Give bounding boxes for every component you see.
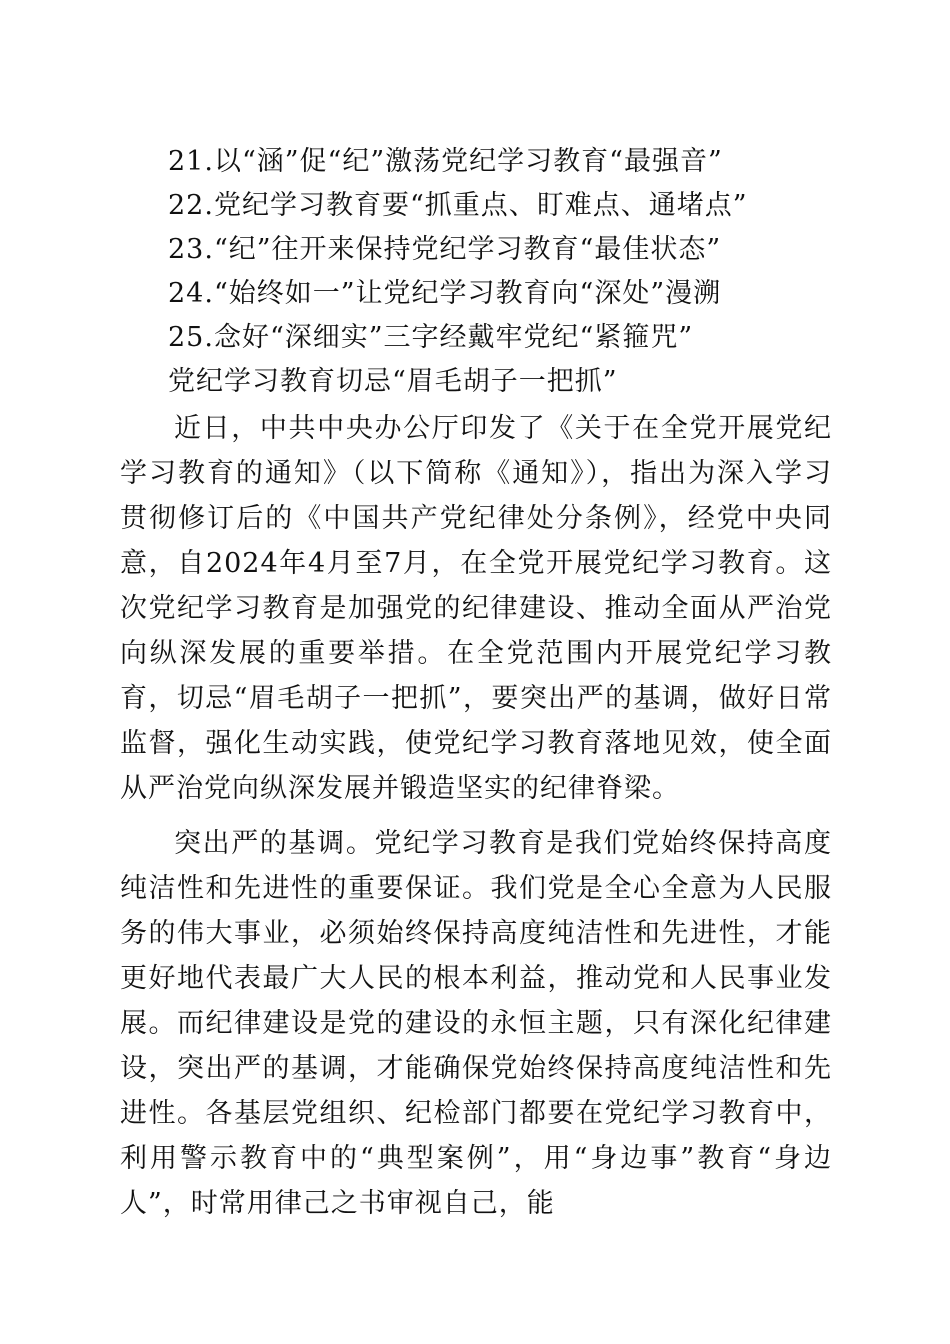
- article-title: 党纪学习教育切忌“眉毛胡子一把抓”: [168, 366, 618, 397]
- heading-21: 21.以“涵”促“纪”激荡党纪学习教育“最强音”: [168, 146, 723, 177]
- heading-23: 23.“纪”往开来保持党纪学习教育“最佳状态”: [168, 234, 722, 265]
- paragraph-strict-tone: 突出严的基调。党纪学习教育是我们党始终保持高度纯洁性和先进性的重要保证。我们党是全心全意为人民服务的伟大事业，必须始终保持高度纯洁性和先进性，才能更好地代表最广大人民的根本利益，推动党和人民事业发展。而纪律建设是党的建设的永恒主题，只有深化纪律建设，突出严的基调，才能确保党始终保持高度纯洁性和先进性。各基层党组织、纪检部门都要在党纪学习教育中，利用警示教育中的“典型案例”，用“身边事”教育“身边人”，时常用律己之书审视自己，能: [120, 828, 832, 1219]
- heading-list: [168, 140, 868, 404]
- paragraph-intro: 近日，中共中央办公厅印发了《关于在全党开展党纪学习教育的通知》（以下简称《通知》），指出为深入学习贯彻修订后的《中国共产党纪律处分条例》，经党中央同意，自2024年4月至7月，在全党开展党纪学习教育。这次党纪学习教育是加强党的纪律建设、推动全面从严治党向纵深发展的重要举措。在全党范围内开展党纪学习教育，切忌“眉毛胡子一把抓”，要突出严的基调，做好日常监督，强化生动实践，使党纪学习教育落地见效，使全面从严治党向纵深发展并锻造坚实的纪律脊梁。: [120, 413, 832, 804]
- heading-22: 22.党纪学习教育要“抓重点、盯难点、通堵点”: [168, 190, 748, 221]
- heading-24: 24.“始终如一”让党纪学习教育向“深处”漫溯: [168, 278, 722, 309]
- heading-25: 25.念好“深细实”三字经戴牢党纪“紧箍咒”: [168, 322, 694, 353]
- article-body: [120, 406, 832, 1236]
